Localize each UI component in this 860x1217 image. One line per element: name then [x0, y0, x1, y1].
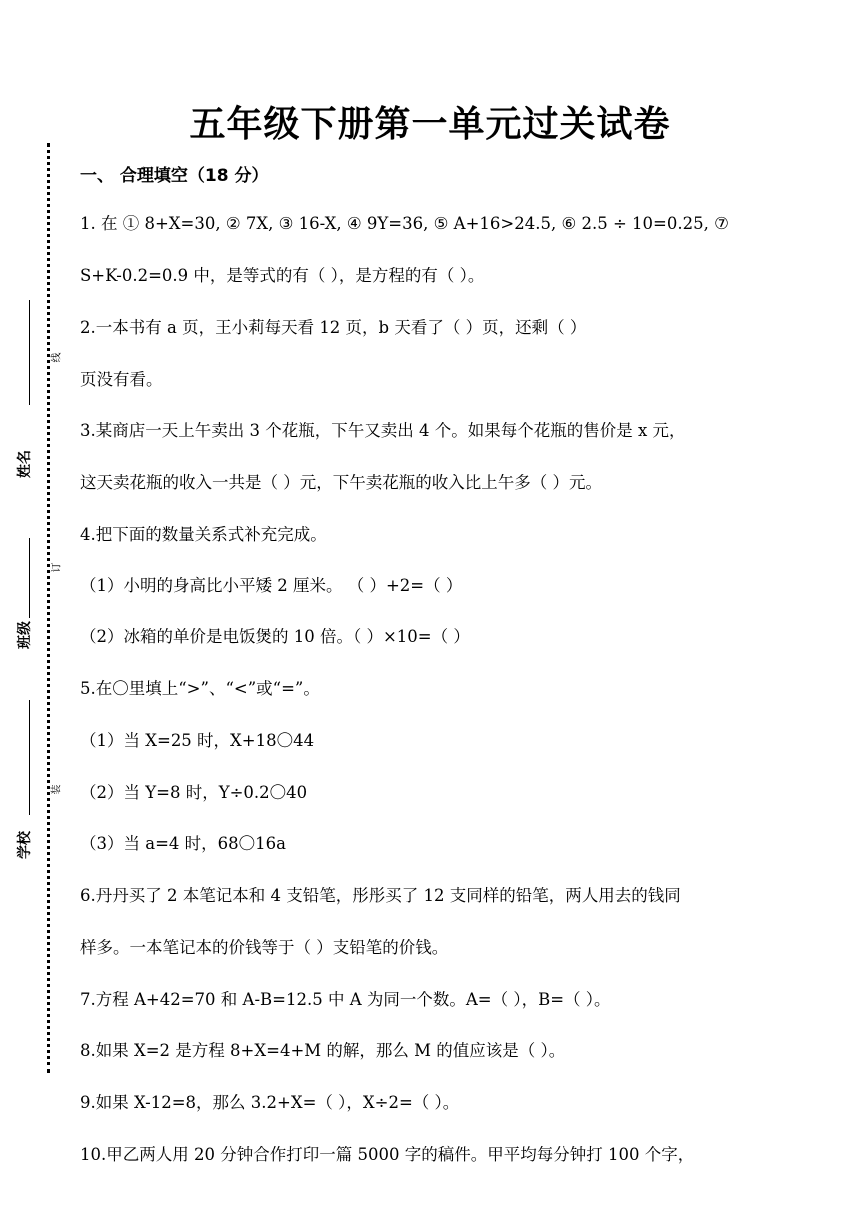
binding-dotted-line: [47, 143, 50, 1073]
question-line: 8.如果 X=2 是方程 8+X=4+M 的解，那么 M 的值应该是（ ）。: [80, 1041, 566, 1060]
question-line: 2.一本书有 a 页，王小莉每天看 12 页，b 天看了（ ）页，还剩（ ）: [80, 318, 587, 337]
question-line: 6.丹丹买了 2 本笔记本和 4 支铅笔，彤彤买了 12 支同样的铅笔，两人用去的钱同: [80, 886, 681, 905]
question-line: 1. 在 ① 8+X=30, ② 7X, ③ 16-X, ④ 9Y=36, ⑤ A+16>24.5, ⑥ 2.5 ÷ 10=0.25, ⑦: [80, 214, 729, 233]
question-line: （1）当 X=25 时，X+18〇44: [80, 731, 315, 750]
question-line: 5.在〇里填上“>”、“<”或“=”。: [80, 679, 320, 698]
question-line: 3.某商店一天上午卖出 3 个花瓶，下午又卖出 4 个。如果每个花瓶的售价是 x 元，: [80, 421, 686, 440]
question-line: 样多。一本笔记本的价钱等于（ ）支铅笔的价钱。: [80, 938, 449, 957]
page-title: 五年级下册第一单元过关试卷: [189, 104, 671, 145]
name-underline: [29, 300, 30, 405]
question-line: 10.甲乙两人用 20 分钟合作打印一篇 5000 字的稿件。甲平均每分钟打 100 个字，: [80, 1145, 695, 1164]
question-line: （2）当 Y=8 时，Y÷0.2〇40: [80, 783, 308, 802]
question-line: （3）当 a=4 时，68〇16a: [80, 834, 286, 853]
name-label: 姓名: [17, 450, 33, 478]
class-underline: [29, 538, 30, 618]
mark-zhuang: 装: [51, 784, 63, 795]
question-line: S+K-0.2=0.9 中，是等式的有（ ），是方程的有（ ）。: [80, 266, 485, 285]
mark-xian: 线: [51, 352, 63, 363]
question-line: （1）小明的身高比小平矮 2 厘米。 （ ）+2=（ ）: [80, 576, 463, 595]
question-line: 4.把下面的数量关系式补充完成。: [80, 525, 327, 544]
question-line: （2）冰箱的单价是电饭煲的 10 倍。（ ）×10=（ ）: [80, 627, 470, 646]
question-line: 7.方程 A+42=70 和 A-B=12.5 中 A 为同一个数。A=（ ），B=（ ）。: [80, 990, 611, 1009]
class-label: 班级: [17, 621, 33, 649]
question-line: 页没有看。: [80, 370, 163, 389]
question-line: 9.如果 X-12=8，那么 3.2+X=（ ），X÷2=（ ）。: [80, 1093, 460, 1112]
school-underline: [29, 700, 30, 815]
section-heading: 一、 合理填空（18 分）: [80, 166, 269, 186]
question-line: 这天卖花瓶的收入一共是（ ）元，下午卖花瓶的收入比上午多（ ）元。: [80, 473, 602, 492]
mark-ding: 订: [51, 562, 63, 573]
school-label: 学校: [17, 831, 33, 859]
